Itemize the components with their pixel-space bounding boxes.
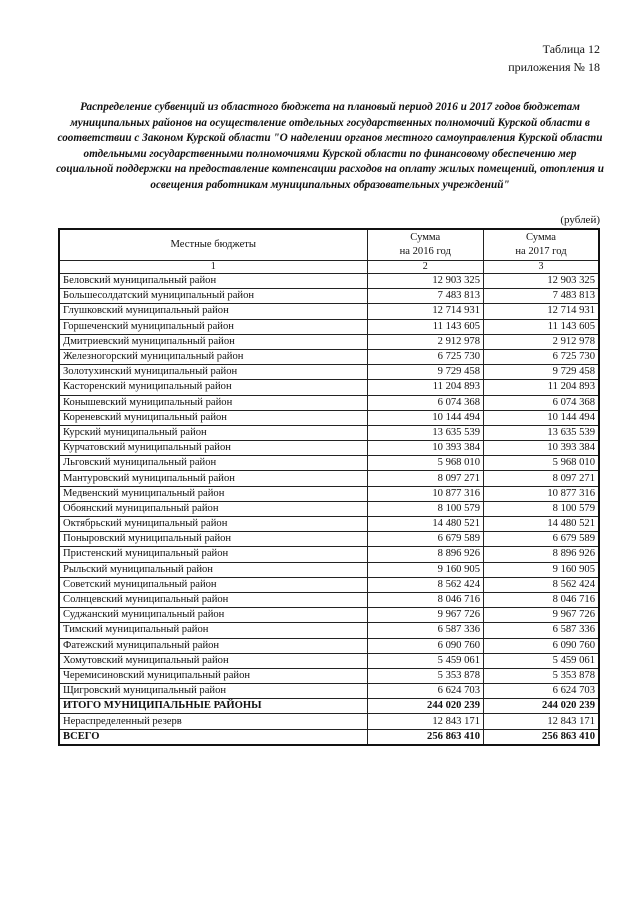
amount-2016: 10 144 494 — [367, 410, 483, 425]
amount-2016: 14 480 521 — [367, 517, 483, 532]
amount-2017: 6 090 760 — [484, 638, 600, 653]
district-name: Курчатовский муниципальный район — [59, 441, 367, 456]
district-name: Суджанский муниципальный район — [59, 608, 367, 623]
table-row — [59, 577, 599, 592]
amount-2017: 10 877 316 — [484, 486, 600, 501]
table-row — [59, 562, 599, 577]
table-body — [59, 274, 599, 699]
amount-2017: 2 912 978 — [484, 334, 600, 349]
table-row — [59, 441, 599, 456]
column-index: 3 — [484, 261, 600, 274]
district-name: Солнцевский муниципальный район — [59, 592, 367, 607]
table-row — [59, 532, 599, 547]
district-name: Золотухинский муниципальный район — [59, 365, 367, 380]
table-row — [59, 319, 599, 334]
header-sum-2017-line2: на 2017 год — [515, 246, 567, 257]
reserve-2016: 12 843 171 — [367, 714, 483, 729]
header-sum-2016-line1: Сумма — [410, 232, 441, 243]
district-name: Мантуровский муниципальный район — [59, 471, 367, 486]
reserve-2017: 12 843 171 — [484, 714, 600, 729]
amount-2016: 6 725 730 — [367, 349, 483, 364]
district-name: Дмитриевский муниципальный район — [59, 334, 367, 349]
total-2017: 256 863 410 — [484, 729, 600, 745]
reserve-row — [59, 714, 599, 729]
amount-2016: 9 160 905 — [367, 562, 483, 577]
amount-2017: 8 562 424 — [484, 577, 600, 592]
amount-2017: 6 074 368 — [484, 395, 600, 410]
amount-2016: 9 967 726 — [367, 608, 483, 623]
table-row — [59, 638, 599, 653]
table-row — [59, 289, 599, 304]
amount-2017: 12 714 931 — [484, 304, 600, 319]
amount-2017: 11 143 605 — [484, 319, 600, 334]
district-name: Щигровский муниципальный район — [59, 684, 367, 699]
header-local-budgets: Местные бюджеты — [59, 229, 367, 261]
district-name: Беловский муниципальный район — [59, 274, 367, 289]
column-index: 1 — [59, 261, 367, 274]
total-2016: 256 863 410 — [367, 729, 483, 745]
table-number-label: Таблица 12 — [542, 42, 600, 56]
amount-2017: 8 100 579 — [484, 501, 600, 516]
reserve-label: Нераспределенный резерв — [59, 714, 367, 729]
amount-2017: 10 144 494 — [484, 410, 600, 425]
header-sum-2016 — [367, 229, 483, 261]
amount-2016: 12 714 931 — [367, 304, 483, 319]
amount-2016: 7 483 813 — [367, 289, 483, 304]
amount-2017: 8 896 926 — [484, 547, 600, 562]
district-name: Пристенский муниципальный район — [59, 547, 367, 562]
amount-2016: 6 587 336 — [367, 623, 483, 638]
amount-2017: 8 097 271 — [484, 471, 600, 486]
amount-2017: 6 587 336 — [484, 623, 600, 638]
district-name: Горшеченский муниципальный район — [59, 319, 367, 334]
subtotal-label: ИТОГО МУНИЦИПАЛЬНЫЕ РАЙОНЫ — [59, 699, 367, 714]
amount-2017: 9 967 726 — [484, 608, 600, 623]
district-name: Октябрьский муниципальный район — [59, 517, 367, 532]
table-row — [59, 380, 599, 395]
amount-2016: 10 877 316 — [367, 486, 483, 501]
amount-2016: 10 393 384 — [367, 441, 483, 456]
amount-2016: 6 624 703 — [367, 684, 483, 699]
amount-2016: 5 353 878 — [367, 668, 483, 683]
table-row — [59, 592, 599, 607]
district-name: Поныровский муниципальный район — [59, 532, 367, 547]
table-row — [59, 547, 599, 562]
table-row — [59, 334, 599, 349]
amount-2017: 10 393 384 — [484, 441, 600, 456]
document-title: Распределение субвенций из областного бюджета на плановый период 2016 и 2017 годов бюджетам муниципальных районов на осуществление отдельных государственных полномочий Курской области в соответствии с Законом Курской области "О наделении органов местного самоуправления Курской области отдельными государственными полномочиями Курской области по финансовому обеспечению мер социальной поддержки на предоставление компенсации расходов на оплату жилых помещений, отопления и освещения работникам муниципальных образовательных учреждений" — [56, 101, 604, 191]
table-row — [59, 501, 599, 516]
amount-2016: 11 143 605 — [367, 319, 483, 334]
amount-2016: 8 100 579 — [367, 501, 483, 516]
amount-2016: 12 903 325 — [367, 274, 483, 289]
table-row — [59, 608, 599, 623]
table-row — [59, 623, 599, 638]
table-row — [59, 486, 599, 501]
table-row — [59, 653, 599, 668]
table-row — [59, 471, 599, 486]
table-row — [59, 517, 599, 532]
table-header-row — [59, 229, 599, 261]
district-name: Касторенский муниципальный район — [59, 380, 367, 395]
appendix-label: приложения № 18 — [508, 60, 600, 74]
budget-table — [58, 228, 600, 746]
table-row — [59, 349, 599, 364]
table-summary — [59, 699, 599, 745]
amount-2016: 8 562 424 — [367, 577, 483, 592]
amount-2017: 8 046 716 — [484, 592, 600, 607]
amount-2016: 6 679 589 — [367, 532, 483, 547]
header-sum-2016-line2: на 2016 год — [399, 246, 451, 257]
district-name: Железногорский муниципальный район — [59, 349, 367, 364]
column-index-row — [59, 261, 599, 274]
district-name: Глушковский муниципальный район — [59, 304, 367, 319]
amount-2016: 11 204 893 — [367, 380, 483, 395]
amount-2016: 5 459 061 — [367, 653, 483, 668]
table-row — [59, 684, 599, 699]
amount-2017: 6 624 703 — [484, 684, 600, 699]
amount-2017: 12 903 325 — [484, 274, 600, 289]
table-row — [59, 304, 599, 319]
district-name: Фатежский муниципальный район — [59, 638, 367, 653]
district-name: Курский муниципальный район — [59, 425, 367, 440]
amount-2017: 14 480 521 — [484, 517, 600, 532]
total-row — [59, 729, 599, 745]
district-name: Льговский муниципальный район — [59, 456, 367, 471]
table-row — [59, 274, 599, 289]
amount-2016: 6 090 760 — [367, 638, 483, 653]
amount-2016: 6 074 368 — [367, 395, 483, 410]
amount-2016: 2 912 978 — [367, 334, 483, 349]
district-name: Большесолдатский муниципальный район — [59, 289, 367, 304]
district-name: Хомутовский муниципальный район — [59, 653, 367, 668]
total-label: ВСЕГО — [59, 729, 367, 745]
unit-label: (рублей) — [560, 214, 600, 226]
amount-2017: 5 353 878 — [484, 668, 600, 683]
amount-2016: 8 896 926 — [367, 547, 483, 562]
table-row — [59, 425, 599, 440]
amount-2017: 9 729 458 — [484, 365, 600, 380]
district-name: Медвенский муниципальный район — [59, 486, 367, 501]
amount-2017: 5 968 010 — [484, 456, 600, 471]
district-name: Черемисиновский муниципальный район — [59, 668, 367, 683]
subtotal-row — [59, 699, 599, 714]
document-header — [508, 40, 600, 76]
amount-2017: 6 679 589 — [484, 532, 600, 547]
district-name: Тимский муниципальный район — [59, 623, 367, 638]
column-index: 2 — [367, 261, 483, 274]
table-row — [59, 410, 599, 425]
district-name: Рыльский муниципальный район — [59, 562, 367, 577]
amount-2016: 5 968 010 — [367, 456, 483, 471]
district-name: Обоянский муниципальный район — [59, 501, 367, 516]
subtotal-2016: 244 020 239 — [367, 699, 483, 714]
district-name: Советский муниципальный район — [59, 577, 367, 592]
header-sum-2017 — [484, 229, 600, 261]
table-row — [59, 456, 599, 471]
amount-2017: 9 160 905 — [484, 562, 600, 577]
district-name: Кореневский муниципальный район — [59, 410, 367, 425]
amount-2017: 5 459 061 — [484, 653, 600, 668]
amount-2017: 6 725 730 — [484, 349, 600, 364]
amount-2017: 13 635 539 — [484, 425, 600, 440]
header-sum-2017-line1: Сумма — [526, 232, 556, 243]
amount-2017: 7 483 813 — [484, 289, 600, 304]
amount-2016: 9 729 458 — [367, 365, 483, 380]
table-row — [59, 365, 599, 380]
amount-2016: 13 635 539 — [367, 425, 483, 440]
district-name: Конышевский муниципальный район — [59, 395, 367, 410]
table-row — [59, 395, 599, 410]
table-row — [59, 668, 599, 683]
amount-2016: 8 046 716 — [367, 592, 483, 607]
amount-2016: 8 097 271 — [367, 471, 483, 486]
amount-2017: 11 204 893 — [484, 380, 600, 395]
subtotal-2017: 244 020 239 — [484, 699, 600, 714]
